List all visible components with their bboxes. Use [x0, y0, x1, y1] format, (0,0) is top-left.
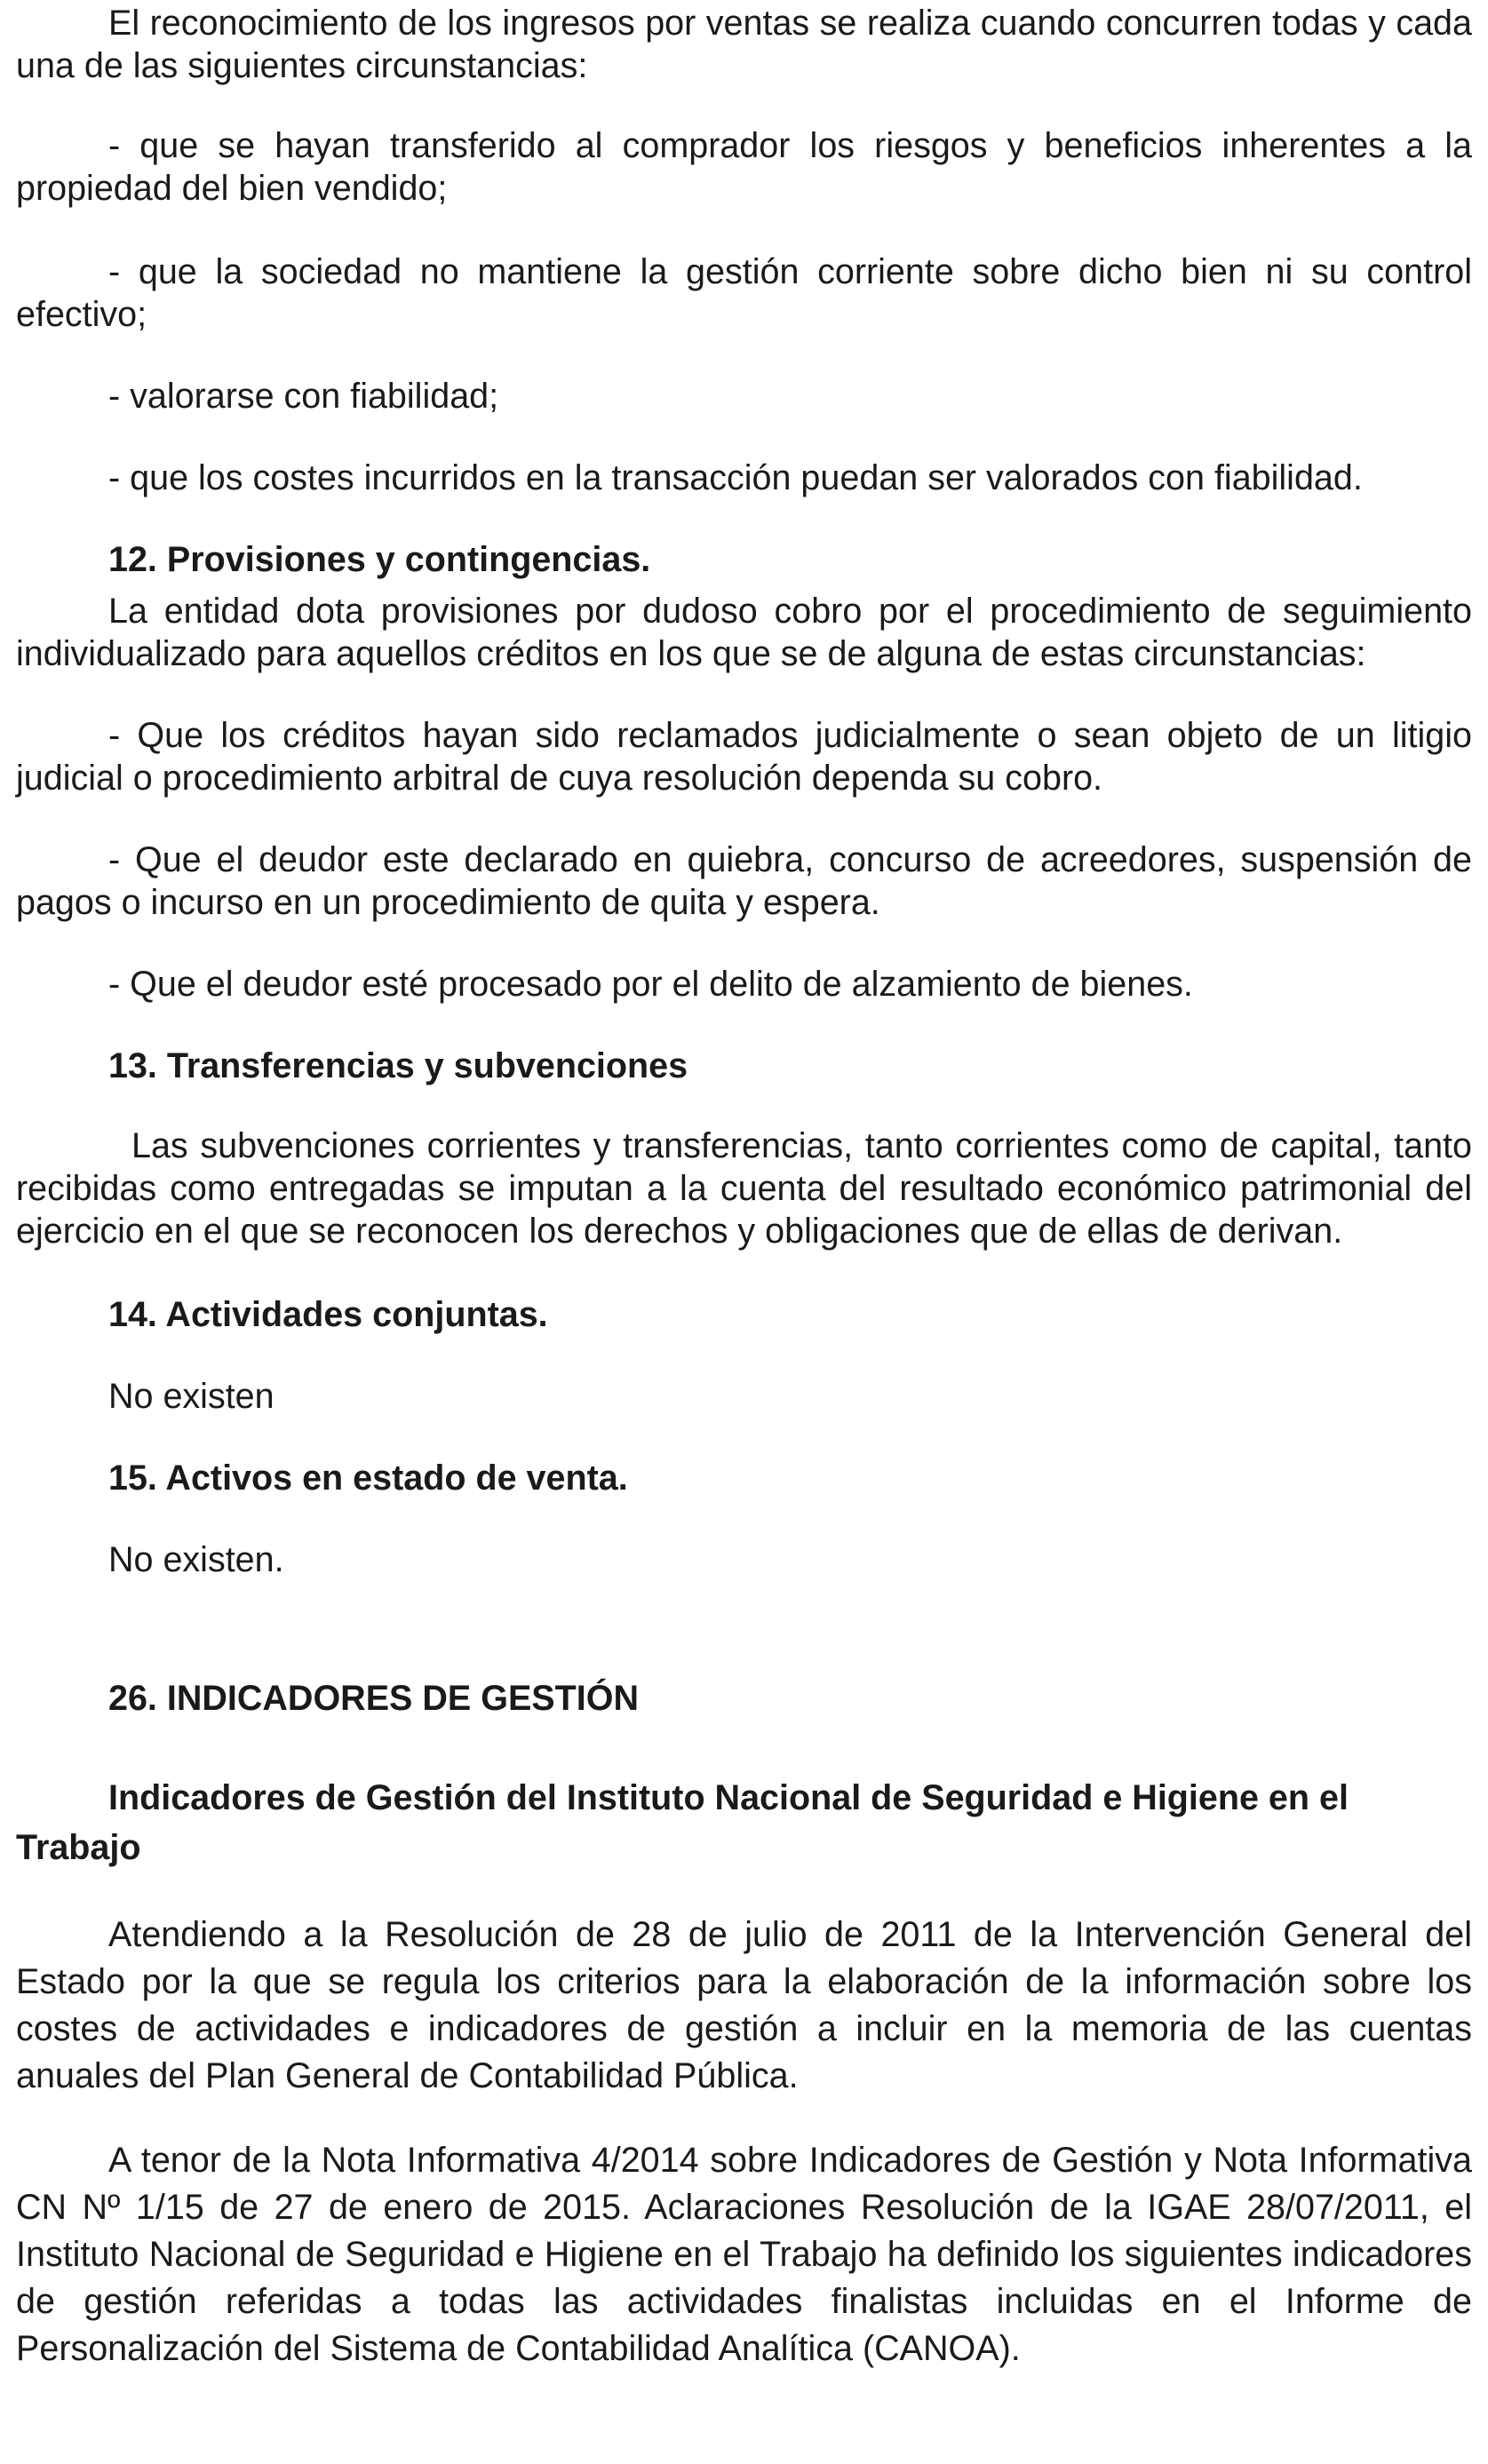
heading-section-15: 15. Activos en estado de venta.: [108, 1459, 628, 1498]
paragraph-no-assets-for-sale: No existen.: [108, 1540, 284, 1579]
heading-section-14: 14. Actividades conjuntas.: [108, 1295, 548, 1334]
list-item-asset-concealment: - Que el deudor esté procesado por el delito de alzamiento de bienes.: [108, 965, 1193, 1004]
paragraph-subsidies: Las subvenciones corrientes y transferencias, tanto corrientes como de capital, tanto recibidas como entregadas se imputan a la cuenta del resultado económico patrimonial del ejercicio en el que se reconocen los derechos y obligaciones que de ellas de derivan.: [16, 1126, 1472, 1251]
list-item-risks-transferred: - que se hayan transferido al comprador los riesgos y beneficios inherentes a la propiedad del bien vendido;: [16, 126, 1472, 208]
paragraph-revenue-recognition: El reconocimiento de los ingresos por ventas se realiza cuando concurren todas y cada una de las siguientes circunstancias:: [16, 4, 1472, 85]
paragraph-provisions: La entidad dota provisiones por dudoso cobro por el procedimiento de seguimiento individualizado para aquellos créditos en los que se de alguna de estas circunstancias:: [16, 592, 1472, 673]
paragraph-informative-note: A tenor de la Nota Informativa 4/2014 sobre Indicadores de Gestión y Nota Informativa CN Nº 1/15 de 27 de enero de 2015. Aclaraciones Resolución de la IGAE 28/07/2011, el Instituto Nacional de Seguridad e Higiene en el Trabajo ha definido los siguientes indicadores de gestión referidas a todas las actividades finalistas incluidas en el Informe de Personalización del Sistema de Contabilidad Analítica (CANOA).: [16, 2141, 1472, 2368]
list-item-judicial-claims: - Que los créditos hayan sido reclamados judicialmente o sean objeto de un litigio judicial o procedimiento arbitral de cuya resolución dependa su cobro.: [16, 716, 1472, 798]
list-item-no-management: - que la sociedad no mantiene la gestión corriente sobre dicho bien ni su control efectivo;: [16, 252, 1472, 334]
heading-section-12: 12. Provisiones y contingencias.: [108, 540, 651, 579]
list-item-bankruptcy: - Que el deudor este declarado en quiebra, concurso de acreedores, suspensión de pagos o incurso en un procedimiento de quita y espera.: [16, 840, 1472, 922]
list-item-costs-reliable: - que los costes incurridos en la transacción puedan ser valorados con fiabilidad.: [108, 458, 1363, 497]
paragraph-resolution-2011: Atendiendo a la Resolución de 28 de julio de 2011 de la Intervención General del Estado por la que se regula los criterios para la elaboración de la información sobre los costes de actividades e indicadores de gestión a incluir en la memoria de las cuentas anuales del Plan General de Contabilidad Pública.: [16, 1915, 1472, 2095]
heading-section-13: 13. Transferencias y subvenciones: [108, 1046, 688, 1085]
document-page: [0, 2, 1488, 2464]
list-item-reliable-valuation: - valorarse con fiabilidad;: [108, 377, 499, 416]
paragraph-no-joint-activities: No existen: [108, 1377, 275, 1416]
heading-management-indicators: Indicadores de Gestión del Instituto Nacional de Seguridad e Higiene en el Trabajo: [16, 1778, 1349, 1867]
heading-section-26: 26. INDICADORES DE GESTIÓN: [108, 1679, 639, 1718]
